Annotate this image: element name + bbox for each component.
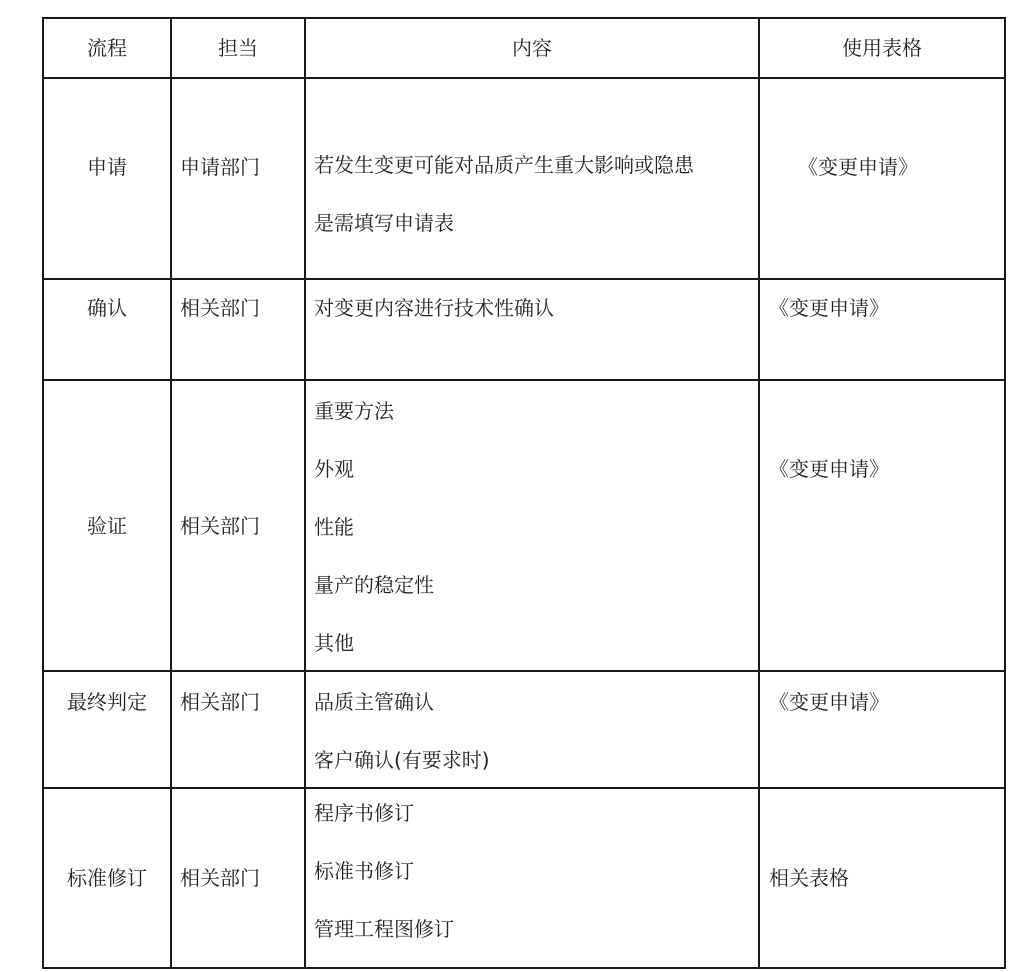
content-cell: [305, 380, 759, 671]
content-line: 外观: [314, 457, 354, 481]
content-line: 管理工程图修订: [314, 917, 454, 941]
content-line: 标准书修订: [314, 859, 414, 883]
content-cell: [305, 78, 759, 279]
header-owner: 担当: [171, 18, 305, 78]
change-process-table: [42, 17, 1006, 969]
owner-cell: 相关部门: [171, 788, 305, 968]
content-line: 品质主管确认: [314, 690, 434, 714]
form-cell: 《变更申请》: [759, 671, 1005, 788]
content-cell: [305, 788, 759, 968]
owner-cell: 相关部门: [171, 671, 305, 788]
form-cell: 《变更申请》: [759, 279, 1005, 380]
content-line: 程序书修订: [314, 801, 414, 825]
table-row: [43, 380, 1005, 671]
step-cell: 标准修订: [43, 788, 171, 968]
table-row: [43, 671, 1005, 788]
header-content: 内容: [305, 18, 759, 78]
table-row: [43, 788, 1005, 968]
step-cell: 验证: [43, 380, 171, 671]
content-line: 是需填写申请表: [314, 211, 454, 235]
table-row: [43, 78, 1005, 279]
content-cell: 对变更内容进行技术性确认: [305, 279, 759, 380]
content-line: 量产的稳定性: [314, 573, 434, 597]
owner-cell: 申请部门: [171, 78, 305, 279]
header-form: 使用表格: [759, 18, 1005, 78]
content-line: 性能: [314, 515, 354, 539]
owner-cell: 相关部门: [171, 380, 305, 671]
table-row: [43, 279, 1005, 380]
content-line: 其他: [314, 631, 354, 655]
content-line: 若发生变更可能对品质产生重大影响或隐患: [314, 153, 694, 177]
header-step: 流程: [43, 18, 171, 78]
form-cell: 《变更申请》: [759, 380, 1005, 671]
content-line: 客户确认(有要求时): [314, 748, 490, 772]
content-cell: [305, 671, 759, 788]
step-cell: 最终判定: [43, 671, 171, 788]
step-cell: 确认: [43, 279, 171, 380]
content-line: 重要方法: [314, 399, 394, 423]
owner-cell: 相关部门: [171, 279, 305, 380]
form-cell: 《变更申请》: [759, 78, 1005, 279]
step-cell: 申请: [43, 78, 171, 279]
form-cell: 相关表格: [759, 788, 1005, 968]
header-row: [43, 18, 1005, 78]
